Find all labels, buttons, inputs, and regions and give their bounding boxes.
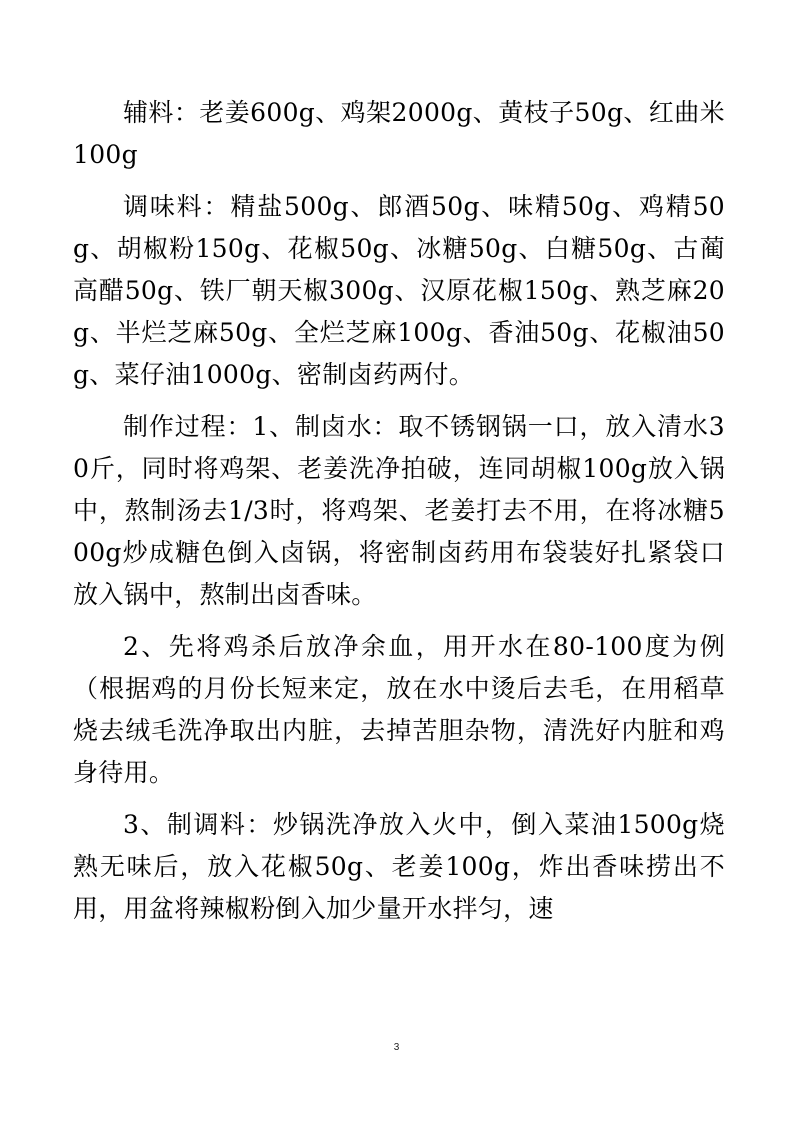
paragraph-process-step-2: 2、先将鸡杀后放净余血，用开水在80-100度为例（根据鸡的月份长短来定，放在水中烫后去毛，在用稻草烧去绒毛洗净取出内脏，去掉苦胆杂物，清洗好内脏和鸡身待用。 [73, 632, 725, 787]
page-number: 3 [393, 1042, 400, 1053]
document-body [73, 92, 725, 940]
paragraph-process-step-1: 制作过程：1、制卤水：取不锈钢锅一口，放入清水30斤，同时将鸡架、老姜洗净拍破，连同胡椒100g放入锅中，熬制汤去1/3时，将鸡架、老姜打去不用，在将冰糖500g炒成糖色倒入卤锅，将密制卤药用布袋装好扎紧袋口放入锅中，熬制出卤香味。 [73, 412, 725, 609]
paragraph-auxiliary-ingredients: 辅料：老姜600g、鸡架2000g、黄枝子50g、红曲米100g [73, 98, 725, 169]
paragraph-process-step-3: 3、制调料：炒锅洗净放入火中，倒入菜油1500g烧熟无味后，放入花椒50g、老姜100g，炸出香味捞出不用，用盆将辣椒粉倒入加少量开水拌匀，速 [73, 810, 725, 923]
paragraph-seasonings: 调味料：精盐500g、郎酒50g、味精50g、鸡精50g、胡椒粉150g、花椒50g、冰糖50g、白糖50g、古蔺高醋50g、铁厂朝天椒300g、汉原花椒150g、熟芝麻20g、半烂芝麻50g、全烂芝麻100g、香油50g、花椒油50g、菜仔油1000g、密制卤药两付。 [73, 192, 725, 389]
